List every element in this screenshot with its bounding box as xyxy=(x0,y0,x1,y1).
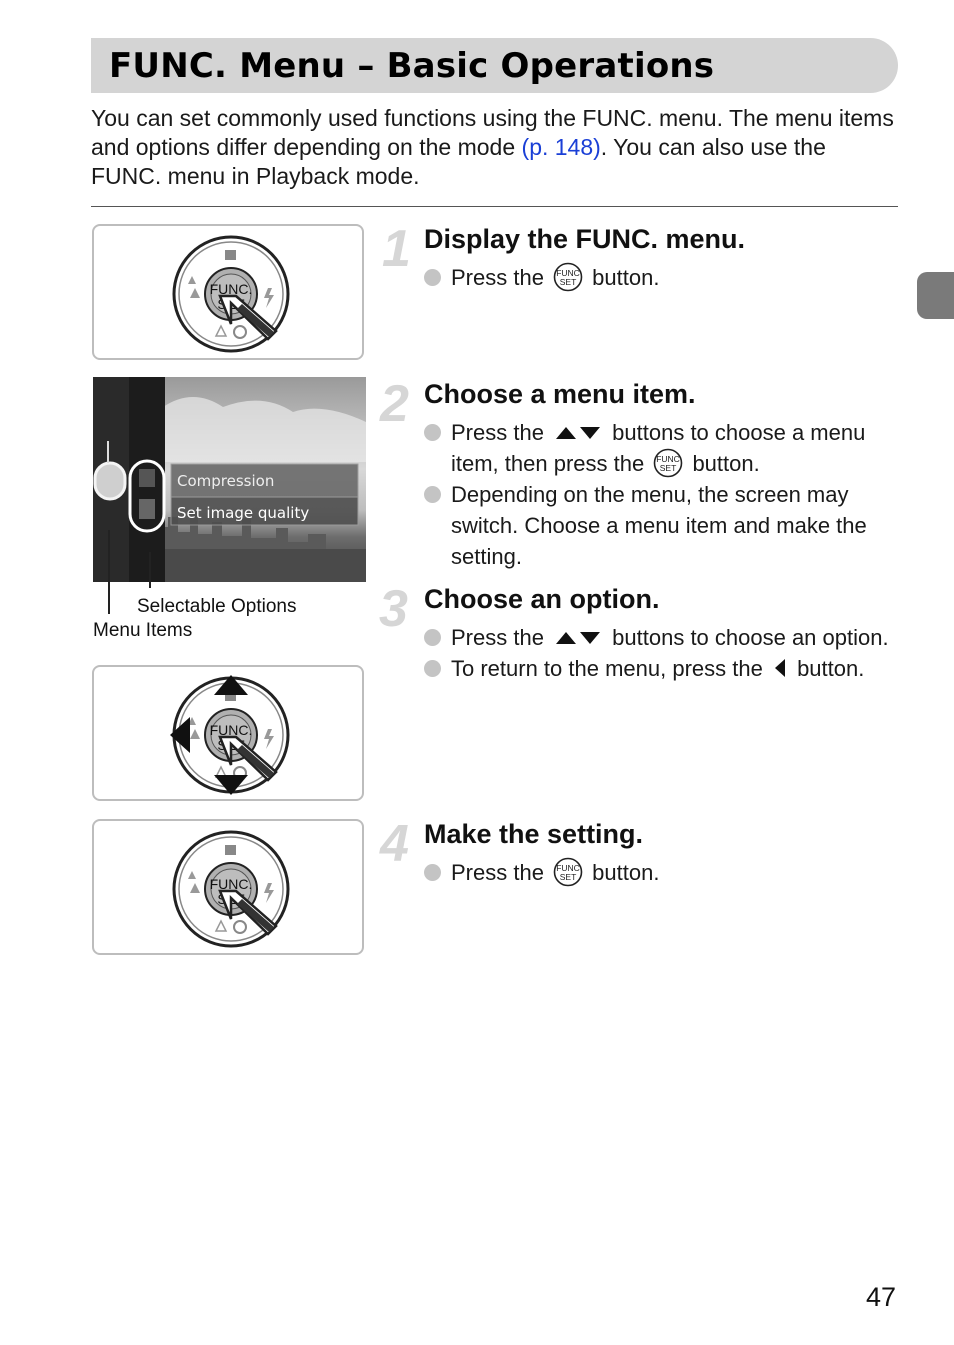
step-2-title: Choose a menu item. xyxy=(424,379,696,409)
step-4-bullets xyxy=(424,857,659,888)
caption-menu-items: Menu Items xyxy=(93,620,193,641)
caption-selectable-options: Selectable Options xyxy=(137,596,297,617)
bullet-icon xyxy=(424,269,441,286)
step-number-2: 2 xyxy=(380,375,409,433)
page-number: 47 xyxy=(866,1282,897,1312)
dial-figure-1 xyxy=(92,224,364,360)
screen-item-image-quality: Set image quality xyxy=(177,504,310,522)
up-down-arrows-icon xyxy=(554,630,602,646)
bullet-icon xyxy=(424,486,441,503)
list-item: Press the button. xyxy=(424,262,659,293)
bullet-icon xyxy=(424,424,441,441)
bullet-icon xyxy=(424,864,441,881)
intro-text-1: You can set commonly used functions using the FUNC. menu. The menu items and options differ depending on the mode xyxy=(91,105,894,160)
func-set-button-icon xyxy=(653,448,683,478)
dial-figure-2 xyxy=(92,665,364,801)
step-1-bullets xyxy=(424,262,659,293)
chapter-tab xyxy=(917,272,954,319)
page-title: FUNC. Menu – Basic Operations xyxy=(109,46,715,86)
func-set-button-icon xyxy=(553,262,583,292)
list-item: To return to the menu, press the button. xyxy=(424,653,904,684)
step-3-title: Choose an option. xyxy=(424,584,660,614)
step-1-title: Display the FUNC. menu. xyxy=(424,224,746,254)
step-4-title: Make the setting. xyxy=(424,819,644,849)
title-bar xyxy=(91,38,898,93)
func-set-button-icon xyxy=(553,857,583,887)
dial-figure-3 xyxy=(92,819,364,955)
step-2-bullets xyxy=(424,417,900,572)
step-3-bullets xyxy=(424,622,904,684)
divider xyxy=(91,206,898,207)
step-number-1: 1 xyxy=(382,220,411,278)
bullet-icon xyxy=(424,629,441,646)
list-item: Press the buttons to choose an option. xyxy=(424,622,904,653)
screen-item-compression: Compression xyxy=(177,472,275,490)
intro-paragraph xyxy=(91,104,901,191)
list-item: Press the buttons to choose a menu item, then press the button. xyxy=(424,417,900,479)
up-down-arrows-icon xyxy=(554,425,602,441)
step-number-3: 3 xyxy=(379,580,408,638)
list-item: Depending on the menu, the screen may switch. Choose a menu item and make the setting. xyxy=(424,479,900,572)
step-number-4: 4 xyxy=(380,815,409,873)
intro-text-2: . You can also use the FUNC. menu in Playback mode. xyxy=(91,134,826,189)
page-ref-link[interactable]: (p. 148) xyxy=(521,134,601,160)
list-item: Press the button. xyxy=(424,857,659,888)
bullet-icon xyxy=(424,660,441,677)
left-arrow-icon xyxy=(773,658,787,678)
